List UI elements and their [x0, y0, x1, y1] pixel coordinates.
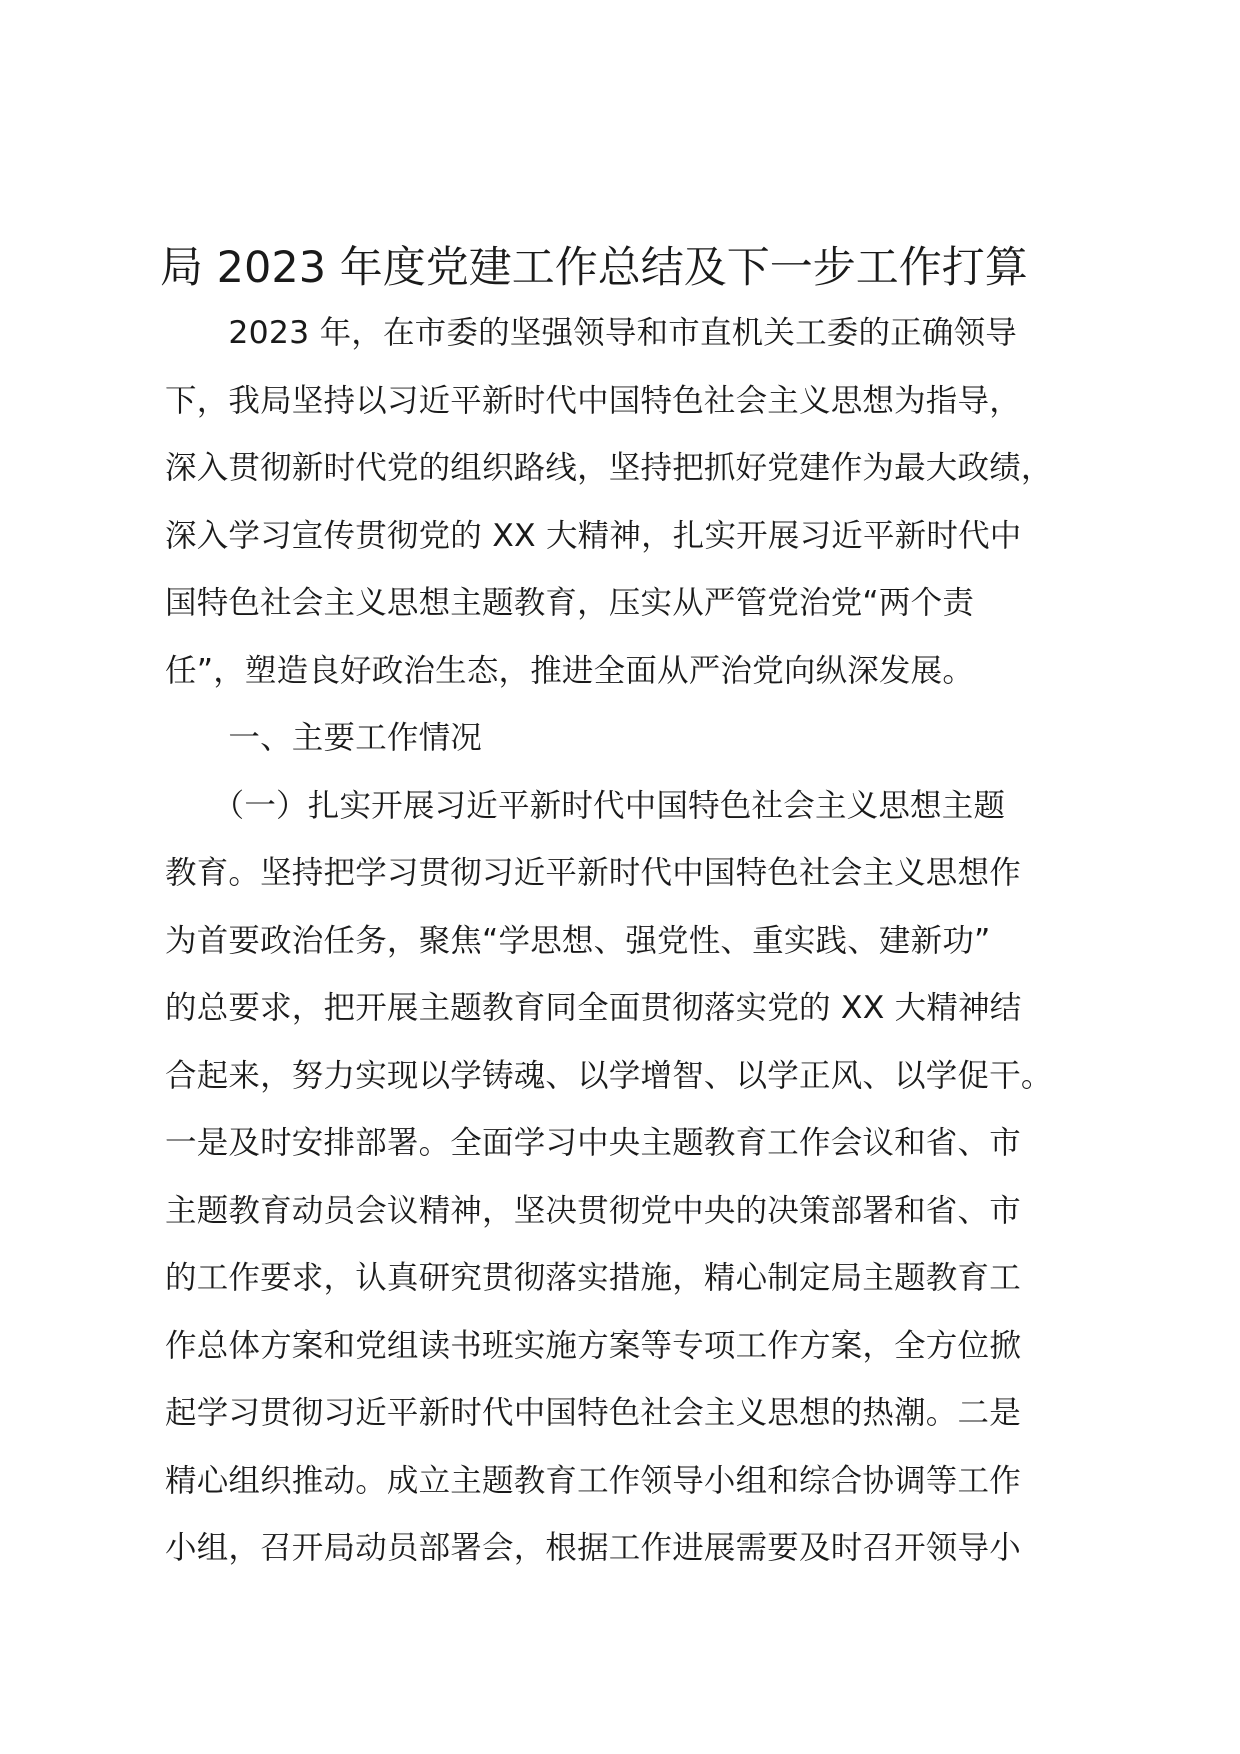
body-line: 合起来，努力实现以学铸魂、以学增智、以学正风、以学促干。 — [165, 1057, 1053, 1094]
body-line: 起学习贯彻习近平新时代中国特色社会主义思想的热潮。二是 — [165, 1395, 1021, 1431]
body-line: 下，我局坚持以习近平新时代中国特色社会主义思想为指导， — [165, 382, 1021, 419]
body-line: 国特色社会主义思想主题教育，压实从严管党治党“两个责 — [165, 585, 975, 621]
body-line: 一是及时安排部署。全面学习中央主题教育工作会议和省、市 — [165, 1125, 1021, 1161]
body-line: 教育。坚持把学习贯彻习近平新时代中国特色社会主义思想作 — [165, 855, 1021, 891]
section-heading: 一、主要工作情况 — [165, 720, 483, 756]
body-line: 的工作要求，认真研究贯彻落实措施，精心制定局主题教育工 — [165, 1260, 1021, 1296]
body-line: 的总要求，把开展主题教育同全面贯彻落实党的 XX 大精神结 — [165, 990, 1022, 1026]
document-body — [165, 300, 1110, 1583]
body-line: 小组，召开局动员部署会，根据工作进展需要及时召开领导小 — [165, 1530, 1021, 1566]
body-line: 作总体方案和党组读书班实施方案等专项工作方案，全方位掀 — [165, 1327, 1021, 1364]
body-line: 主题教育动员会议精神，坚决贯彻党中央的决策部署和省、市 — [165, 1192, 1021, 1229]
body-line: 深入学习宣传贯彻党的 XX 大精神，扎实开展习近平新时代中 — [165, 517, 1022, 554]
body-line: 任”，塑造良好政治生态，推进全面从严治党向纵深发展。 — [165, 652, 975, 689]
subsection-heading-line: （一）扎实开展习近平新时代中国特色社会主义思想主题 — [165, 787, 1006, 824]
body-line: 2023 年，在市委的坚强领导和市直机关工委的正确领导 — [165, 315, 1017, 351]
body-line: 为首要政治任务，聚焦“学思想、强党性、重实践、建新功” — [165, 922, 991, 959]
document-title: 局 2023 年度党建工作总结及下一步工作打算 — [160, 243, 1028, 293]
body-line: 深入贯彻新时代党的组织路线，坚持把抓好党建作为最大政绩， — [165, 450, 1053, 486]
body-line: 精心组织推动。成立主题教育工作领导小组和综合协调等工作 — [165, 1462, 1021, 1499]
